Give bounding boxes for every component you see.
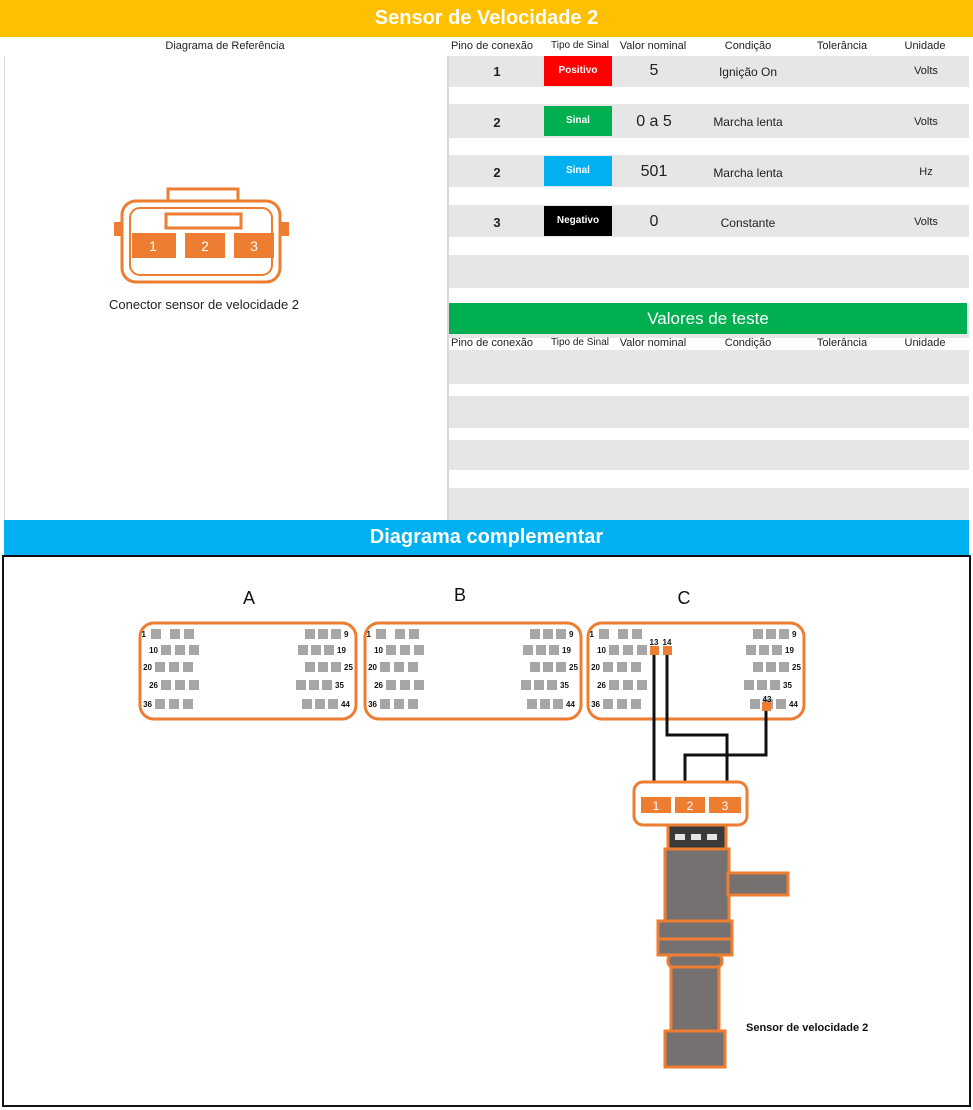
connector-tab-left	[114, 222, 123, 236]
ecu-pin-number-left: 26	[374, 681, 383, 690]
ecu-pin-number-right: 25	[344, 663, 353, 672]
ecu-pin	[637, 680, 647, 690]
ecu-pin	[631, 662, 641, 672]
ecu-pin-number-left: 20	[368, 663, 377, 672]
ecu-pin	[376, 629, 386, 639]
ecu-pin	[302, 699, 312, 709]
ecu-pin	[380, 662, 390, 672]
ecu-pin	[753, 662, 763, 672]
test-row-bg	[449, 350, 969, 384]
ecu-pin	[386, 680, 396, 690]
ecu-pin	[331, 629, 341, 639]
ecu-pin-number-left: 10	[374, 646, 383, 655]
row-unit: Volts	[914, 65, 938, 77]
ecu-pin	[617, 662, 627, 672]
ecu-pin	[386, 645, 396, 655]
row-value: 0 a 5	[636, 113, 672, 130]
ecu-pin	[556, 662, 566, 672]
ecu-c-pin-14-label: 14	[662, 638, 672, 647]
ecu-pin	[530, 662, 540, 672]
ecu-pin	[318, 662, 328, 672]
connector-icon	[110, 186, 300, 286]
ecu-pin	[169, 662, 179, 672]
ecu-pin	[744, 680, 754, 690]
ecu-pin	[534, 680, 544, 690]
ecu-pin	[305, 662, 315, 672]
col-value-header: Valor nominal	[619, 40, 687, 52]
page-title: Sensor de Velocidade 2	[0, 0, 973, 37]
ecu-pin	[183, 699, 193, 709]
ecu-pin	[155, 662, 165, 672]
ecu-pin	[632, 629, 642, 639]
ecu-pin	[414, 680, 424, 690]
col-condition-header: Condição	[724, 40, 772, 52]
ecu-pin-number-right: 19	[337, 646, 346, 655]
ecu-pin	[523, 645, 533, 655]
ecu-pin	[408, 699, 418, 709]
ecu-pin	[380, 699, 390, 709]
ecu-pin	[609, 680, 619, 690]
ecu-pin	[184, 629, 194, 639]
row-value: 0	[649, 213, 659, 230]
ecu-c-pin-14	[663, 646, 672, 655]
ecu-pin	[623, 680, 633, 690]
ecu-pin-number-right: 19	[562, 646, 571, 655]
row-value: 5	[649, 62, 659, 79]
ecu-pin	[318, 629, 328, 639]
ecu-pin	[408, 662, 418, 672]
ecu-pin	[753, 629, 763, 639]
sensor-label: Sensor de velocidade 2	[746, 1022, 869, 1034]
ecu-pin-number-left: 1	[589, 630, 594, 639]
ecu-pin	[309, 680, 319, 690]
ecu-pin	[331, 662, 341, 672]
ecu-pin	[609, 645, 619, 655]
ecu-pin-number-right: 35	[783, 681, 792, 690]
signal-badge: Positivo	[544, 56, 612, 86]
ecu-pin	[161, 645, 171, 655]
row-unit: Volts	[914, 116, 938, 128]
ecu-pin	[779, 629, 789, 639]
ecu-pin	[183, 662, 193, 672]
ecu-pin	[772, 645, 782, 655]
ecu-pin	[400, 680, 410, 690]
ecu-pin	[543, 629, 553, 639]
connector-key	[166, 214, 241, 228]
reference-diagram-panel	[4, 56, 450, 520]
ecu-pin	[151, 629, 161, 639]
ecu-pin	[618, 629, 628, 639]
ecu-connector-a	[140, 623, 356, 719]
ecu-pin	[746, 645, 756, 655]
ecu-pin-number-right: 44	[789, 700, 798, 709]
ecu-pin	[617, 699, 627, 709]
ecu-pin	[155, 699, 165, 709]
ecu-pin	[311, 645, 321, 655]
sensor-pin-3-label: 3	[721, 799, 729, 813]
table-row-bg	[449, 255, 969, 288]
ecu-pin	[603, 699, 613, 709]
ecu-pin	[328, 699, 338, 709]
ecu-c-pin-13-label: 13	[649, 638, 659, 647]
test-col-pin-header: Pino de conexão	[451, 337, 533, 349]
test-values-title: Valores de teste	[449, 303, 967, 334]
col-tolerance-header: Tolerância	[816, 40, 868, 52]
ecu-pin	[757, 680, 767, 690]
col-signal-header: Tipo de Sinal	[551, 40, 609, 51]
signal-badge: Negativo	[544, 206, 612, 236]
ecu-pin-number-left: 20	[143, 663, 152, 672]
ecu-pin	[530, 629, 540, 639]
ecu-pin	[776, 699, 786, 709]
ecu-pin-number-left: 1	[366, 630, 371, 639]
ecu-pin-number-right: 25	[569, 663, 578, 672]
ecu-pin	[400, 645, 410, 655]
ecu-pin	[603, 662, 613, 672]
ecu-pin-number-left: 1	[141, 630, 146, 639]
ecu-pin	[175, 680, 185, 690]
ecu-pin	[395, 629, 405, 639]
ecu-pin-number-left: 26	[149, 681, 158, 690]
row-value: 501	[640, 163, 668, 180]
ecu-pin	[322, 680, 332, 690]
reference-diagram-header: Diagrama de Referência	[165, 40, 285, 52]
ecu-pin	[315, 699, 325, 709]
ecu-pin-number-left: 10	[597, 646, 606, 655]
ecu-pin	[296, 680, 306, 690]
row-condition: Marcha lenta	[713, 166, 783, 180]
test-col-value-header: Valor nominal	[619, 337, 687, 349]
ecu-pin	[543, 662, 553, 672]
test-col-unit-header: Unidade	[904, 337, 946, 349]
ecu-pin	[414, 645, 424, 655]
ecu-pin-number-right: 19	[785, 646, 794, 655]
ecu-pin	[536, 645, 546, 655]
signal-badge: Sinal	[544, 106, 612, 136]
col-pin-header: Pino de conexão	[451, 40, 533, 52]
ecu-pin	[527, 699, 537, 709]
ecu-pin	[394, 699, 404, 709]
ecu-pin	[189, 680, 199, 690]
ecu-pin-number-left: 36	[368, 700, 377, 709]
ecu-label-c: C	[677, 588, 691, 608]
ecu-pin-number-left: 36	[591, 700, 600, 709]
ecu-pin-number-right: 9	[792, 630, 797, 639]
ecu-pin-number-right: 35	[335, 681, 344, 690]
ecu-pin-number-left: 26	[597, 681, 606, 690]
row-condition: Ignição On	[718, 65, 778, 79]
ecu-pin	[631, 699, 641, 709]
ecu-pin	[409, 629, 419, 639]
ecu-pin	[521, 680, 531, 690]
ecu-connector-c	[588, 623, 804, 719]
ecu-pin	[556, 629, 566, 639]
ecu-pin	[175, 645, 185, 655]
ecu-pin-number-right: 25	[792, 663, 801, 672]
ecu-pin	[553, 699, 563, 709]
ecu-pin-number-left: 10	[149, 646, 158, 655]
row-unit: Hz	[919, 166, 933, 178]
ecu-pin	[779, 662, 789, 672]
wiring-diagram	[4, 557, 969, 1105]
ecu-c-pin-13	[650, 646, 659, 655]
connector-latch	[168, 189, 238, 201]
test-col-signal-header: Tipo de Sinal	[551, 337, 609, 348]
row-pin: 2	[493, 115, 501, 130]
complementary-diagram	[2, 555, 971, 1107]
connector-tab-right	[280, 222, 289, 236]
ecu-pin	[540, 699, 550, 709]
ecu-pin	[766, 629, 776, 639]
row-pin: 2	[493, 165, 501, 180]
test-col-tolerance-header: Tolerância	[816, 337, 868, 349]
ecu-pin	[298, 645, 308, 655]
ecu-pin-number-right: 9	[344, 630, 349, 639]
row-pin: 3	[493, 215, 501, 230]
ecu-pin	[189, 645, 199, 655]
ecu-pin	[305, 629, 315, 639]
connector-pin-2-label: 2	[201, 238, 209, 254]
ecu-pin	[549, 645, 559, 655]
complementary-diagram-title: Diagrama complementar	[4, 520, 969, 555]
signal-badge: Sinal	[544, 156, 612, 186]
table-header	[0, 37, 973, 55]
ecu-pin	[770, 680, 780, 690]
ecu-pin	[170, 629, 180, 639]
sensor-pin-1-label: 1	[652, 799, 660, 813]
ecu-pin-number-left: 20	[591, 663, 600, 672]
ecu-pin	[169, 699, 179, 709]
ecu-pin-number-right: 44	[341, 700, 350, 709]
test-row-bg	[449, 440, 969, 470]
row-condition: Marcha lenta	[713, 115, 783, 129]
ecu-pin-number-left: 36	[143, 700, 152, 709]
connector-pin-3-label: 3	[250, 238, 258, 254]
connector-caption: Conector sensor de velocidade 2	[108, 297, 300, 312]
ecu-connector-b	[365, 623, 581, 719]
ecu-pin	[750, 699, 760, 709]
ecu-label-b: B	[453, 585, 467, 605]
signal-table	[449, 56, 969, 520]
ecu-pin	[394, 662, 404, 672]
col-unit-header: Unidade	[904, 40, 946, 52]
sensor-pin-2-label: 2	[686, 799, 694, 813]
test-row-bg	[449, 488, 969, 520]
ecu-pin-number-right: 44	[566, 700, 575, 709]
test-row-bg	[449, 396, 969, 428]
ecu-label-a: A	[242, 588, 256, 608]
ecu-pin-number-right: 9	[569, 630, 574, 639]
row-condition: Constante	[720, 216, 776, 230]
ecu-pin-number-right: 35	[560, 681, 569, 690]
ecu-pin	[766, 662, 776, 672]
ecu-pin	[637, 645, 647, 655]
ecu-pin	[547, 680, 557, 690]
ecu-pin	[324, 645, 334, 655]
row-pin: 1	[493, 64, 501, 79]
row-unit: Volts	[914, 216, 938, 228]
ecu-pin	[599, 629, 609, 639]
ecu-c-pin-43-label: 43	[762, 695, 772, 704]
test-col-condition-header: Condição	[724, 337, 772, 349]
ecu-pin	[759, 645, 769, 655]
connector-pin-1-label: 1	[149, 238, 157, 254]
ecu-pin	[623, 645, 633, 655]
ecu-pin	[161, 680, 171, 690]
